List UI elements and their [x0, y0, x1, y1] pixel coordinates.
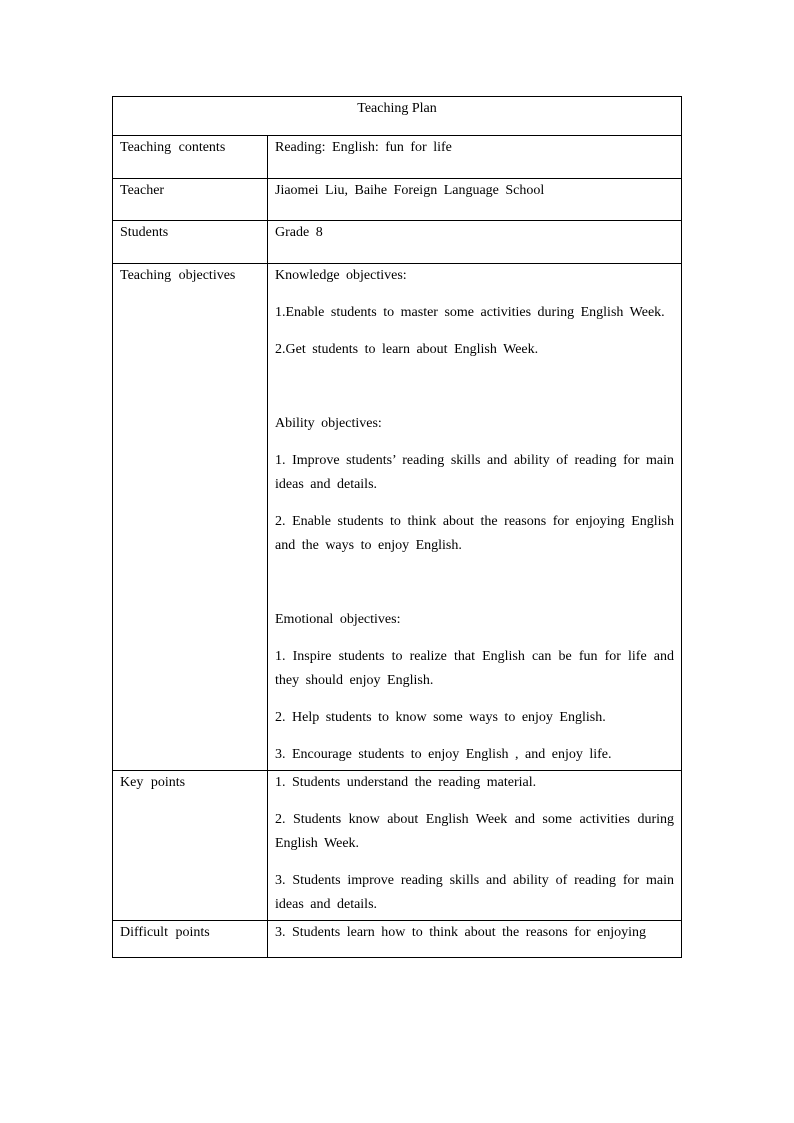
difficult-point-1: 3. Students learn how to think about the reasons for enjoying	[275, 925, 646, 940]
table-row-teacher	[113, 179, 682, 221]
emotional-objective-2: 2. Help students to know some ways to enjoy English.	[275, 710, 606, 725]
teacher-label: Teacher	[113, 179, 268, 221]
knowledge-objectives-heading: Knowledge objectives:	[275, 268, 407, 283]
difficult-points-label: Difficult points	[113, 921, 268, 958]
teaching-objectives-value	[268, 264, 682, 771]
teaching-plan-table	[112, 96, 682, 958]
teaching-contents-value: Reading: English: fun for life	[268, 136, 682, 179]
difficult-points-value	[268, 921, 682, 958]
ability-objectives-heading: Ability objectives:	[275, 416, 382, 431]
teaching-objectives-label: Teaching objectives	[113, 264, 268, 771]
table-row-students	[113, 221, 682, 264]
key-points-value	[268, 771, 682, 921]
knowledge-objective-2: 2.Get students to learn about English Week.	[275, 342, 539, 357]
table-row-teaching-contents	[113, 136, 682, 179]
knowledge-objective-1: 1.Enable students to master some activities during English Week.	[275, 305, 665, 320]
title-row	[113, 97, 682, 136]
table-title: Teaching Plan	[113, 97, 682, 136]
emotional-objective-1: 1. Inspire students to realize that English can be fun for life and they should enjoy English.	[275, 649, 674, 688]
emotional-objectives-heading: Emotional objectives:	[275, 612, 401, 627]
key-point-1: 1. Students understand the reading material.	[275, 775, 537, 790]
key-points-label: Key points	[113, 771, 268, 921]
table-row-key-points	[113, 771, 682, 921]
spacer	[275, 571, 674, 595]
table-row-difficult-points	[113, 921, 682, 958]
ability-objective-1: 1. Improve students’ reading skills and ability of reading for main ideas and details.	[275, 453, 674, 492]
ability-objective-2: 2. Enable students to think about the reasons for enjoying English and the ways to enjoy English.	[275, 514, 674, 553]
key-point-3: 3. Students improve reading skills and ability of reading for main ideas and details.	[275, 873, 674, 912]
teaching-contents-label: Teaching contents	[113, 136, 268, 179]
students-value: Grade 8	[268, 221, 682, 264]
emotional-objective-3: 3. Encourage students to enjoy English , and enjoy life.	[275, 747, 612, 762]
spacer	[275, 375, 674, 399]
students-label: Students	[113, 221, 268, 264]
table-row-teaching-objectives	[113, 264, 682, 771]
key-point-2: 2. Students know about English Week and some activities during English Week.	[275, 812, 674, 851]
teacher-value: Jiaomei Liu, Baihe Foreign Language School	[268, 179, 682, 221]
